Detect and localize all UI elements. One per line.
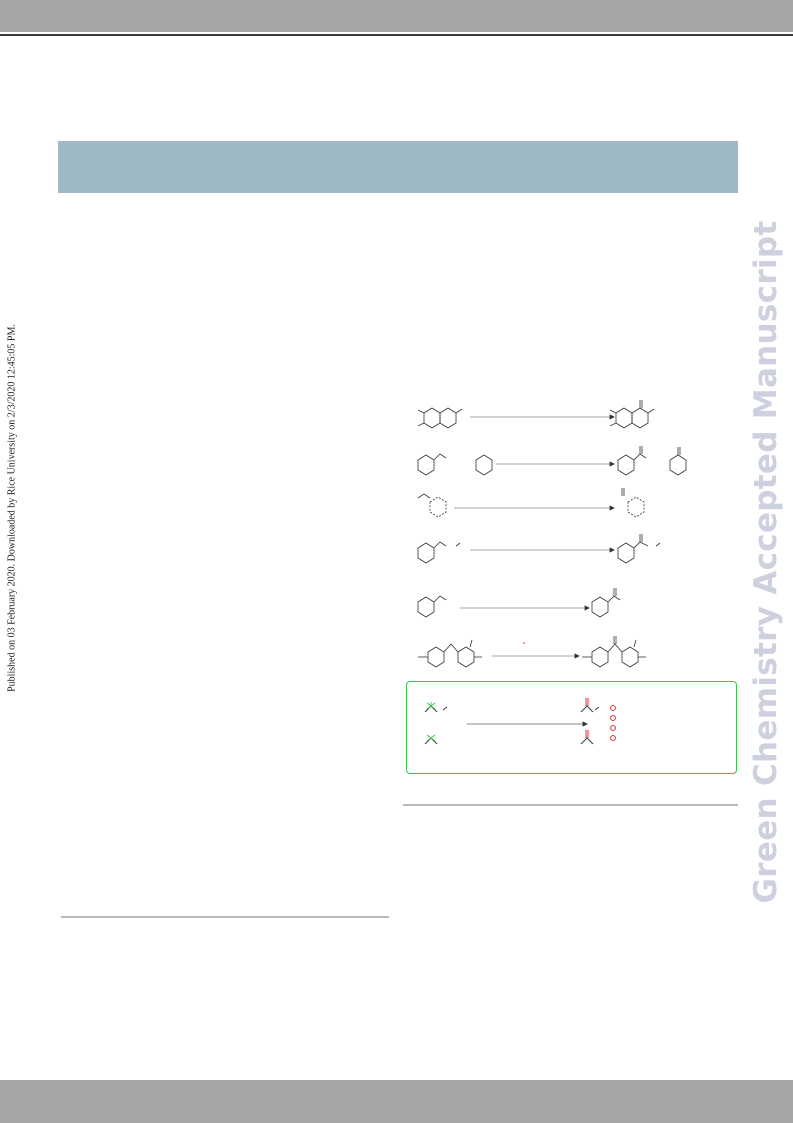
row2-reactant-cyclohexane [476,455,492,475]
row3-reactant-ring [430,497,446,517]
row1-product-ring-a [616,408,632,428]
row2-reactant-arene [418,455,434,475]
row3-product-ring [628,497,644,517]
row4-product-arene [618,543,634,563]
row2-product-cyclohexanone [670,455,686,475]
row1-reactant-ring-b [440,408,456,428]
header-rule [0,34,793,36]
row6-reactant-ring-a [428,647,444,667]
header-bar [0,0,793,32]
row6-product-ring-b [622,647,638,667]
footer-bar [0,1080,793,1123]
row5-reactant-arene [418,597,434,617]
mechanism-highlight-box [406,681,737,774]
row2-product-arene [618,455,634,475]
mechanism-drawing [407,682,736,773]
row6-product-ring-a [592,647,608,667]
journal-watermark: Green Chemistry Accepted Manuscript [748,220,784,904]
row4-reactant-arene [418,543,434,563]
published-note: Published on 03 February 2020. Downloaded by Rice University on 2/3/2020 12:45:05 PM. [6,324,18,692]
scheme-caption-rule [403,804,738,806]
row6-reactant-ring-b [458,647,474,667]
title-banner [58,141,738,193]
row1-product-ring-b [632,408,648,428]
row1-reactant-ring-a [424,408,440,428]
left-column-rule [61,916,389,918]
row5-product-arene [592,597,608,617]
